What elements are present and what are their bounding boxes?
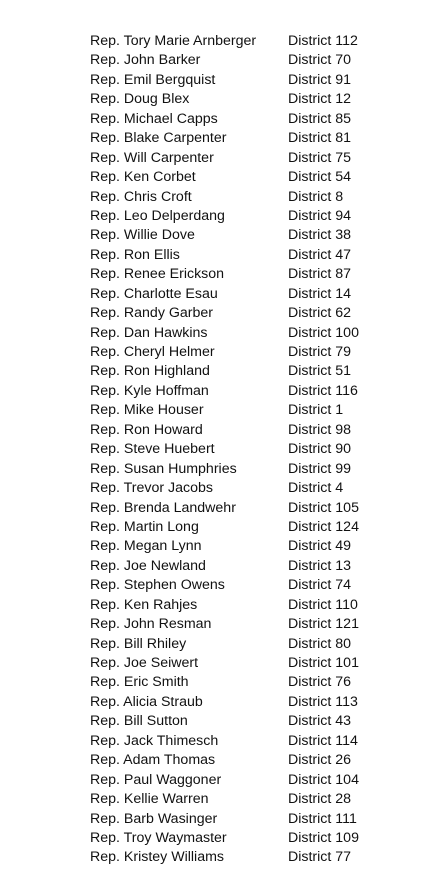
representative-name: Rep. John Resman — [90, 616, 212, 633]
list-item — [90, 576, 390, 595]
list-item — [90, 712, 390, 731]
list-item — [90, 635, 390, 654]
list-item — [90, 168, 390, 187]
list-item — [90, 557, 390, 576]
district-label: District 80 — [288, 635, 352, 652]
district-label: District 113 — [288, 693, 358, 710]
district-label: District 13 — [288, 557, 352, 574]
district-label: District 62 — [288, 305, 352, 322]
representative-name: Rep. Ron Highland — [90, 363, 210, 380]
district-label: District 112 — [288, 33, 358, 49]
list-item — [90, 732, 390, 751]
list-item — [90, 188, 390, 207]
representative-name: Rep. Leo Delperdang — [90, 207, 225, 224]
list-item — [90, 693, 390, 712]
list-item — [90, 110, 390, 129]
district-label: District 74 — [288, 577, 352, 594]
list-item — [90, 149, 390, 168]
district-label: District 79 — [288, 344, 352, 360]
list-item — [90, 596, 390, 615]
district-label: District 90 — [288, 441, 352, 458]
list-item — [90, 810, 390, 829]
representative-name: Rep. Willie Dove — [90, 227, 195, 244]
district-label: District 109 — [288, 829, 359, 846]
representative-name: Rep. Brenda Landwehr — [90, 499, 236, 516]
list-item — [90, 440, 390, 459]
representative-name: Rep. Kristey Williams — [90, 849, 225, 866]
representative-name: Rep. Will Carpenter — [90, 149, 214, 166]
list-item — [90, 362, 390, 381]
district-label: District 85 — [288, 110, 352, 127]
list-item — [90, 421, 390, 440]
district-label: District 26 — [288, 752, 352, 769]
district-label: District 124 — [288, 518, 359, 535]
district-label: District 87 — [288, 266, 352, 283]
representative-name: Rep. Bill Rhiley — [90, 635, 187, 652]
list-item — [90, 51, 390, 70]
representative-name: Rep. Randy Garber — [90, 305, 214, 322]
list-item — [90, 343, 390, 362]
representative-name: Rep. Barb Wasinger — [90, 810, 218, 827]
district-label: District 14 — [288, 285, 352, 302]
list-item — [90, 246, 390, 265]
district-label: District 105 — [288, 499, 359, 516]
list-item — [90, 771, 390, 790]
representative-name: Rep. Stephen Owens — [90, 577, 225, 594]
representative-name: Rep. Doug Blex — [90, 91, 190, 108]
list-item — [90, 207, 390, 226]
district-label: District 104 — [288, 771, 359, 788]
list-item — [90, 401, 390, 420]
district-label: District 121 — [288, 616, 359, 633]
district-label: District 76 — [288, 674, 352, 691]
district-label: District 54 — [288, 169, 352, 186]
list-item — [90, 129, 390, 148]
representative-name: Rep. Chris Croft — [90, 188, 192, 205]
representative-name: Rep. Mike Houser — [90, 402, 204, 419]
district-label: District 12 — [288, 91, 352, 108]
list-item — [90, 324, 390, 343]
list-item — [90, 90, 390, 109]
district-label: District 81 — [288, 130, 352, 147]
representative-name: Rep. Troy Waymaster — [90, 829, 227, 846]
list-item — [90, 829, 390, 848]
list-item — [90, 304, 390, 323]
list-item — [90, 71, 390, 90]
representative-name: Rep. Bill Sutton — [90, 713, 188, 730]
representative-list — [90, 32, 390, 868]
representative-name: Rep. Cheryl Helmer — [90, 344, 215, 360]
district-label: District 4 — [288, 480, 344, 497]
representative-name: Rep. Kellie Warren — [90, 791, 209, 808]
list-item — [90, 518, 390, 537]
list-item — [90, 848, 390, 867]
list-item — [90, 537, 390, 556]
representative-name: Rep. Alicia Straub — [90, 693, 203, 710]
representative-name: Rep. Tory Marie Arnberger — [90, 33, 257, 49]
district-label: District 75 — [288, 149, 352, 166]
representative-name: Rep. Ken Rahjes — [90, 596, 198, 613]
representative-name: Rep. Kyle Hoffman — [90, 382, 209, 399]
list-item — [90, 790, 390, 809]
representative-name: Rep. Paul Waggoner — [90, 771, 222, 788]
district-label: District 116 — [288, 382, 358, 399]
list-item — [90, 285, 390, 304]
representative-name: Rep. Emil Bergquist — [90, 71, 216, 88]
representative-name: Rep. Dan Hawkins — [90, 324, 208, 341]
district-label: District 38 — [288, 227, 352, 244]
district-label: District 110 — [288, 596, 358, 613]
list-item — [90, 226, 390, 245]
representative-name: Rep. Adam Thomas — [90, 752, 216, 769]
representative-name: Rep. Eric Smith — [90, 674, 189, 691]
representative-name: Rep. Michael Capps — [90, 110, 218, 127]
representative-name: Rep. John Barker — [90, 52, 201, 69]
representative-name: Rep. Ron Ellis — [90, 246, 180, 263]
list-item — [90, 499, 390, 518]
representative-name: Rep. Joe Newland — [90, 557, 206, 574]
list-item — [90, 479, 390, 498]
district-label: District 99 — [288, 460, 352, 477]
district-label: District 91 — [288, 71, 352, 88]
district-label: District 77 — [288, 849, 352, 866]
district-label: District 70 — [288, 52, 352, 69]
district-label: District 100 — [288, 324, 359, 341]
representative-name: Rep. Martin Long — [90, 518, 199, 535]
representative-name: Rep. Steve Huebert — [90, 441, 215, 458]
representative-name: Rep. Blake Carpenter — [90, 130, 227, 147]
list-item — [90, 382, 390, 401]
representative-name: Rep. Joe Seiwert — [90, 655, 199, 671]
representative-name: Rep. Charlotte Esau — [90, 285, 218, 302]
district-label: District 28 — [288, 791, 352, 808]
representative-name: Rep. Ken Corbet — [90, 169, 196, 186]
district-label: District 49 — [288, 538, 352, 555]
district-label: District 94 — [288, 207, 352, 224]
representative-name: Rep. Megan Lynn — [90, 538, 202, 555]
list-item — [90, 654, 390, 673]
representative-name: Rep. Ron Howard — [90, 421, 203, 438]
district-label: District 98 — [288, 421, 352, 438]
list-item — [90, 751, 390, 770]
district-label: District 47 — [288, 246, 352, 263]
district-label: District 8 — [288, 188, 344, 205]
representative-name: Rep. Trevor Jacobs — [90, 480, 214, 497]
district-label: District 101 — [288, 655, 359, 671]
list-item — [90, 460, 390, 479]
list-item — [90, 673, 390, 692]
list-item — [90, 615, 390, 634]
district-label: District 111 — [288, 810, 357, 827]
representative-name: Rep. Jack Thimesch — [90, 732, 219, 749]
representative-name: Rep. Susan Humphries — [90, 460, 237, 477]
list-item — [90, 265, 390, 284]
representative-name: Rep. Renee Erickson — [90, 266, 225, 283]
district-label: District 43 — [288, 713, 352, 730]
district-label: District 51 — [288, 363, 352, 380]
district-label: District 114 — [288, 732, 358, 749]
district-label: District 1 — [288, 402, 344, 419]
list-item — [90, 32, 390, 51]
